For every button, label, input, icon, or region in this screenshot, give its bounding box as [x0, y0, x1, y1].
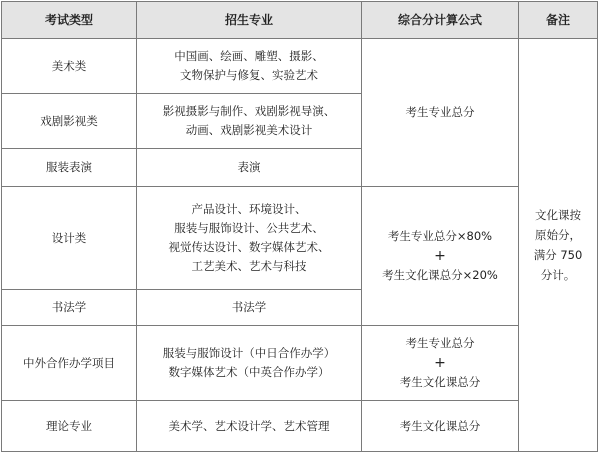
major-cell [137, 326, 362, 401]
table-row [2, 187, 598, 290]
note-line: 分计。 [540, 268, 576, 282]
major-line: 数字媒体艺术（中英合作办学） [168, 365, 330, 379]
major-line: 工艺美术、艺术与科技 [191, 259, 307, 273]
exam-type-cell: 书法学 [2, 290, 137, 326]
formula-line: 考生文化课总分 [399, 375, 481, 389]
major-line: 书法学 [231, 300, 267, 314]
exam-type-cell: 理论专业 [2, 401, 137, 452]
admission-table [1, 1, 598, 452]
major-line: 影视摄影与制作、戏剧影视导演、 [162, 104, 336, 118]
major-line: 服装与服饰设计、公共艺术、 [174, 221, 324, 235]
note-line: 文化课按 [535, 208, 581, 222]
major-cell [137, 290, 362, 326]
formula-line: 考生专业总分×80% [387, 229, 493, 243]
major-line: 表演 [237, 160, 261, 174]
major-line: 产品设计、环境设计、 [191, 202, 307, 216]
exam-type-cell: 设计类 [2, 187, 137, 290]
header-formula: 综合分计算公式 [362, 2, 519, 39]
major-line: 文物保护与修复、实验艺术 [180, 68, 318, 82]
exam-type-cell: 戏剧影视类 [2, 94, 137, 149]
exam-type-cell: 服装表演 [2, 149, 137, 187]
exam-type-cell: 中外合作办学项目 [2, 326, 137, 401]
formula-line: 考生文化课总分×20% [382, 268, 498, 282]
formula-cell [362, 326, 519, 401]
formula-line: 考生专业总分 [405, 336, 475, 350]
note-line: 原始分， [535, 228, 581, 242]
formula-cell [362, 187, 519, 326]
major-cell [137, 401, 362, 452]
table-row [2, 326, 598, 401]
note-cell [519, 39, 598, 452]
major-cell [137, 39, 362, 94]
plus-sign: + [434, 355, 446, 371]
major-line: 中国画、绘画、雕塑、摄影、 [174, 49, 324, 63]
major-cell [137, 149, 362, 187]
header-type: 考试类型 [2, 2, 137, 39]
major-cell [137, 94, 362, 149]
header-major: 招生专业 [137, 2, 362, 39]
major-line: 服装与服饰设计（中日合作办学） [162, 346, 336, 360]
major-line: 美术学、艺术设计学、艺术管理 [168, 418, 330, 433]
major-cell [137, 187, 362, 290]
plus-sign: + [434, 248, 446, 264]
note-line: 满分 750 [533, 248, 583, 262]
formula-cell: 考生文化课总分 [362, 401, 519, 452]
header-row [2, 2, 598, 39]
exam-type-cell: 美术类 [2, 39, 137, 94]
major-line: 动画、戏剧影视美术设计 [185, 123, 313, 137]
header-note: 备注 [519, 2, 598, 39]
table-row [2, 39, 598, 94]
major-line: 视觉传达设计、数字媒体艺术、 [168, 240, 330, 254]
formula-cell: 考生专业总分 [362, 39, 519, 187]
table-row [2, 401, 598, 452]
